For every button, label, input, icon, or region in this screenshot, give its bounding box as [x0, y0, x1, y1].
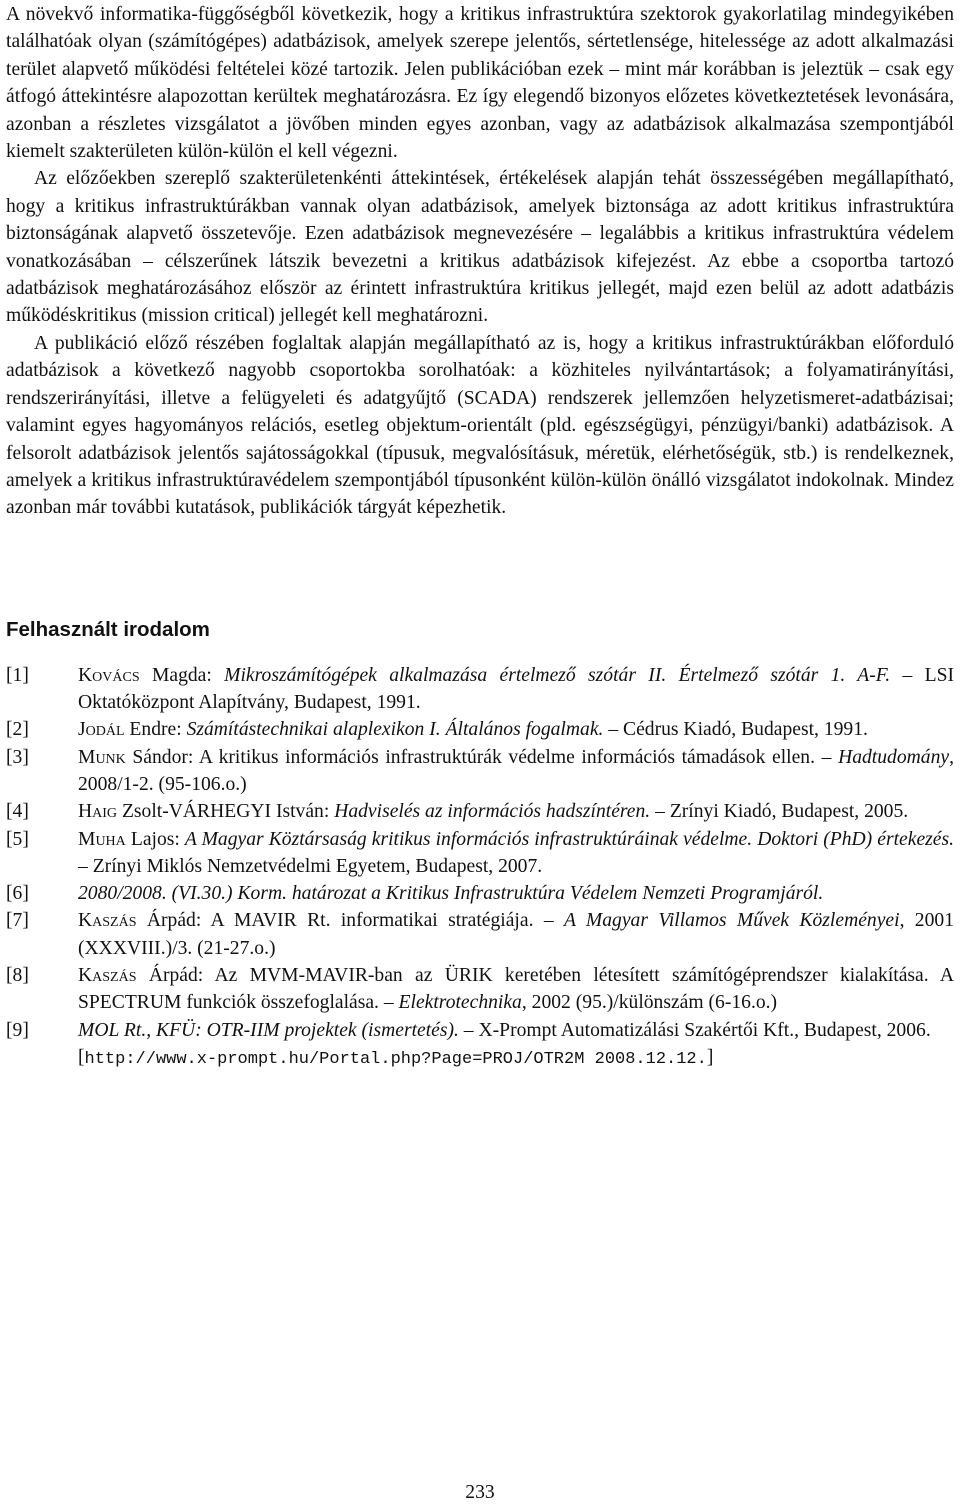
- reference-number: [3]: [6, 746, 29, 768]
- reference-number: [5]: [6, 828, 29, 850]
- reference-url-link[interactable]: http://www.x-prompt.hu/Portal.php?Page=PROJ/OTR2M 2008.12.12.: [84, 1049, 707, 1069]
- body-paragraph-3: A publikáció előző részében foglaltak alapján megállapítható az is, hogy a kritikus infrastruktúrákban előforduló adatbázisok a következő nagyobb csoportokba sorolhatóak: a közhiteles nyilvántartások; a folyamatirányítási, rendszerirányítási, illetve a felügyeleti és adatgyűjtő (SCADA) rendszerek jellemzően helyzetismeret-adatbázisai; valamint egyes hagyományos relációs, esetleg objektum-orientált (pld. egészségügyi, pénzügyi/banki) adatbázisok. A felsorolt adatbázisok jelentős sajátosságokkal (típusuk, megvalósításuk, méretük, elérhetőségük, stb.) is rendelkeznek, amelyek a kritikus infrastruktúravédelem szempontjából típusonként külön-külön önálló vizsgálatot indokolnak. Mindez azonban már további kutatások, publikációk tárgyát képezhetik.: [6, 332, 954, 519]
- reference-number: [8]: [6, 964, 29, 986]
- reference-title: Hadviselés az információs hadszíntéren.: [334, 801, 651, 823]
- body-paragraph-2: Az előzőekben szereplő szakterületenkénti áttekintések, értékelések alapján tehát összességében megállapítható, hogy a kritikus infrastruktúrákban vannak olyan adatbázisok, amelyek biztonsága az adott kritikus infrastruktúra biztonságának alapvető összetevője. Ezen adatbázisok megnevezésére – legalábbis a kritikus infrastruktúra védelem vonatkozásában – célszerűnek látszik bevezetni a kritikus adatbázisok kifejezést. Az ebbe a csoportba tartozó adatbázisok meghatározásához először az érintett infrastruktúra kritikus jellegét, majd ezen belül az adott adatbázis működéskritikus (mission critical) jellegét kell meghatározni.: [6, 168, 954, 327]
- reference-item-9: [9] MOL Rt., KFÜ: OTR-IIM projektek (ismertetés). – X-Prompt Automatizálási Szakértői Kft., Budapest, 2006. [http://www.x-prompt.hu/Portal.php?Page=PROJ/OTR2M 2008.12.12.]: [6, 1017, 954, 1074]
- body-paragraph-1: A növekvő informatika-függőségből következik, hogy a kritikus infrastruktúra szektorok gyakorlatilag mindegyikében találhatóak olyan (számítógépes) adatbázisok, amelyek szerepe jelentős, sértetlensége, hitelessége az adott alkalmazási terület alapvető működési feltételei közé tartozik. Jelen publikációban ezek – mint már korábban is jeleztük – csak egy átfogó áttekintésre alapozottan kerültek meghatározásra. Ez így elegendő bizonyos előzetes következtetések levonására, azonban a részletes vizsgálatot a jövőben minden egyes azonban, vagy az adatbázisok alkalmazása szempontjából kiemelt szakterületen külön-külön el kell végezni.: [6, 4, 954, 163]
- reference-item-8: [8] Kaszás Árpád: Az MVM-MAVIR-ban az ÜRIK keretében létesített számítógéprendszer kialakítása. A SPECTRUM funkciók összefoglalása. – Elektrotechnika, 2002 (95.)/különszám (6-16.o.): [6, 962, 954, 1017]
- reference-title: Számítástechnikai alaplexikon I. Általános fogalmak.: [186, 719, 604, 741]
- reference-item-2: [2] Jodál Endre: Számítástechnikai alaplexikon I. Általános fogalmak. – Cédrus Kiadó, Budapest, 1991.: [6, 716, 954, 743]
- reference-number: [7]: [6, 910, 29, 932]
- reference-number: [4]: [6, 801, 29, 823]
- reference-title: Hadtudomány: [838, 746, 950, 768]
- reference-title: MOL Rt., KFÜ: OTR-IIM projektek (ismertetés).: [78, 1019, 459, 1041]
- reference-item-3: [3] Munk Sándor: A kritikus információs infrastruktúrák védelme információs támadások ellen. – Hadtudomány, 2008/1-2. (95-106.o.): [6, 744, 954, 799]
- reference-item-5: [5] Muha Lajos: A Magyar Köztársaság kritikus információs infrastruktúráinak védelme. Doktori (PhD) értekezés. – Zrínyi Miklós Nemzetvédelmi Egyetem, Budapest, 2007.: [6, 826, 954, 881]
- reference-item-7: [7] Kaszás Árpád: A MAVIR Rt. informatikai stratégiája. – A Magyar Villamos Művek Közleményei, 2001 (XXXVIII.)/3. (21-27.o.): [6, 907, 954, 962]
- reference-title: 2080/2008. (VI.30.) Korm. határozat a Kritikus Infrastruktúra Védelem Nemzeti Programjáról.: [78, 883, 824, 905]
- reference-item-4: [4] Haig Zsolt-VÁRHEGYI István: Hadviselés az információs hadszíntéren. – Zrínyi Kiadó, Budapest, 2005.: [6, 798, 954, 825]
- references-heading: Felhasznált irodalom: [6, 617, 210, 641]
- reference-title: A Magyar Villamos Művek Közleményei: [563, 910, 900, 932]
- reference-number: [9]: [6, 1019, 29, 1041]
- reference-list: [6, 662, 954, 1073]
- reference-item-6: [6, 880, 954, 907]
- reference-title: Mikroszámítógépek alkalmazása értelmező szótár II. Értelmező szótár 1. A-F.: [224, 664, 891, 686]
- document-page: [6, 0, 954, 1073]
- reference-item-1: [1] Kovács Magda: Mikroszámítógépek alkalmazása értelmező szótár II. Értelmező szótár 1. A-F. – LSI Oktatóközpont Alapítvány, Budapest, 1991.: [6, 662, 954, 717]
- reference-title: A Magyar Köztársaság kritikus információs infrastruktúráinak védelme. Doktori (PhD) értekezés.: [184, 828, 954, 850]
- reference-number: [1]: [6, 664, 29, 686]
- reference-number: [2]: [6, 719, 29, 741]
- reference-number: [6]: [6, 883, 29, 905]
- page-number: 233: [465, 1482, 495, 1503]
- reference-title: Elektrotechnika: [398, 992, 522, 1014]
